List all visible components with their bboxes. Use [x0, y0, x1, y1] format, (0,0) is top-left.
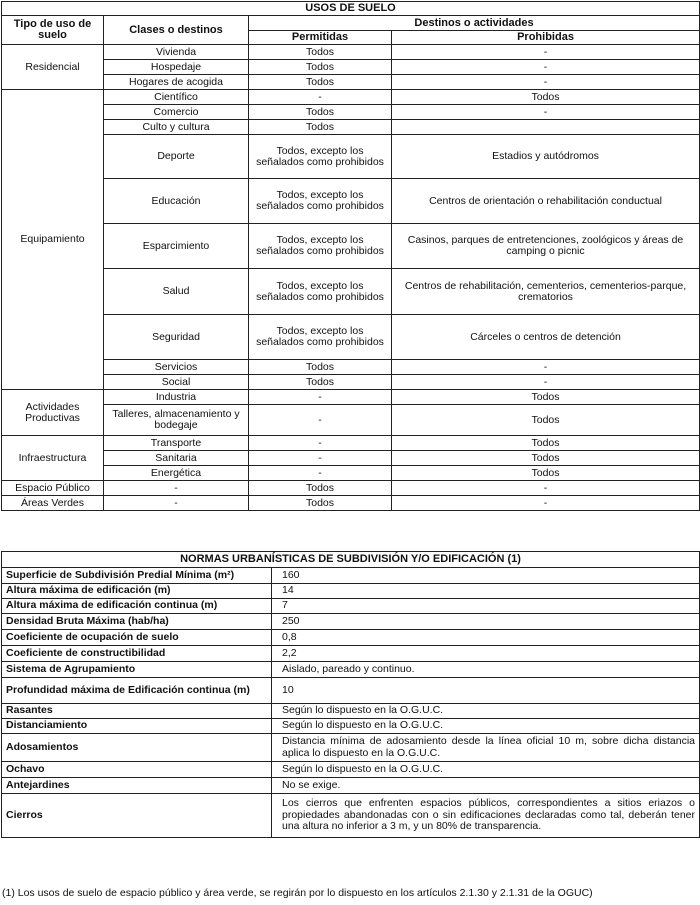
clase-cell: Talleres, almacenamiento y bodegaje: [104, 405, 249, 436]
norma-value: Distancia mínima de adosamiento desde la línea oficial 10 m, sobre dicha distancia aplica lo dispuesto en la O.G.U.C.: [272, 734, 700, 762]
clase-cell: Deporte: [104, 135, 249, 179]
prohibidas-cell: Estadios y autódromos: [392, 135, 700, 179]
permitidas-cell: Todos: [249, 60, 392, 75]
normas-row: [2, 704, 700, 719]
clase-cell: Energética: [104, 466, 249, 481]
norma-label: Antejardines: [2, 778, 272, 794]
tipo-cell: Áreas Verdes: [2, 496, 104, 511]
prohibidas-cell: Cárceles o centros de detención: [392, 315, 700, 360]
normas-row: [2, 719, 700, 734]
norma-label: Rasantes: [2, 704, 272, 719]
prohibidas-cell: -: [392, 60, 700, 75]
prohibidas-cell: [392, 120, 700, 135]
normas-row: [2, 614, 700, 630]
usos-table-title: USOS DE SUELO: [2, 2, 700, 16]
tipo-cell: Espacio Público: [2, 481, 104, 496]
clase-cell: Científico: [104, 90, 249, 105]
norma-value: 14: [272, 584, 700, 599]
permitidas-cell: Todos: [249, 105, 392, 120]
normas-row: [2, 599, 700, 614]
normas-row: [2, 762, 700, 778]
tipo-cell: Actividades Productivas: [2, 390, 104, 436]
norma-label: Profundidad máxima de Edificación continua (m): [2, 678, 272, 704]
prohibidas-cell: Todos: [392, 390, 700, 405]
usos-row: [2, 436, 700, 451]
norma-label: Superficie de Subdivisión Predial Mínima (m²): [2, 568, 272, 584]
usos-row: [2, 360, 700, 375]
norma-label: Densidad Bruta Máxima (hab/ha): [2, 614, 272, 630]
norma-label: Coeficiente de ocupación de suelo: [2, 630, 272, 646]
clase-cell: Educación: [104, 179, 249, 224]
usos-row: [2, 405, 700, 436]
header-destinos: Destinos o actividades: [249, 16, 700, 31]
header-permitidas: Permitidas: [249, 31, 392, 45]
norma-value: 0,8: [272, 630, 700, 646]
norma-label: Coeficiente de constructibilidad: [2, 646, 272, 662]
header-tipo: Tipo de uso de suelo: [2, 16, 104, 45]
normas-row: [2, 646, 700, 662]
prohibidas-cell: Centros de orientación o rehabilitación conductual: [392, 179, 700, 224]
usos-row: [2, 451, 700, 466]
usos-row: [2, 90, 700, 105]
header-prohibidas: Prohibidas: [392, 31, 700, 45]
permitidas-cell: -: [249, 451, 392, 466]
normas-row: [2, 662, 700, 678]
normas-row: [2, 630, 700, 646]
usos-table-body: [2, 45, 700, 511]
permitidas-cell: Todos, excepto los señalados como prohibidos: [249, 315, 392, 360]
clase-cell: -: [104, 496, 249, 511]
header-clases: Clases o destinos: [104, 16, 249, 45]
normas-row: [2, 778, 700, 794]
usos-row: [2, 481, 700, 496]
tipo-cell: Infraestructura: [2, 436, 104, 481]
usos-row: [2, 45, 700, 60]
prohibidas-cell: Todos: [392, 90, 700, 105]
usos-row: [2, 179, 700, 224]
permitidas-cell: Todos: [249, 375, 392, 390]
permitidas-cell: -: [249, 405, 392, 436]
usos-row: [2, 224, 700, 269]
norma-label: Cierros: [2, 794, 272, 838]
normas-table-title: NORMAS URBANÍSTICAS DE SUBDIVISIÓN Y/O EDIFICACIÓN (1): [2, 552, 700, 568]
prohibidas-cell: -: [392, 360, 700, 375]
normas-row: [2, 794, 700, 838]
norma-value: Según lo dispuesto en la O.G.U.C.: [272, 762, 700, 778]
norma-label: Ochavo: [2, 762, 272, 778]
clase-cell: Servicios: [104, 360, 249, 375]
permitidas-cell: Todos, excepto los señalados como prohibidos: [249, 179, 392, 224]
usos-row: [2, 269, 700, 315]
permitidas-cell: Todos: [249, 360, 392, 375]
usos-row: [2, 390, 700, 405]
permitidas-cell: Todos, excepto los señalados como prohibidos: [249, 224, 392, 269]
permitidas-cell: -: [249, 390, 392, 405]
prohibidas-cell: -: [392, 45, 700, 60]
usos-row: [2, 315, 700, 360]
norma-value: 10: [272, 678, 700, 704]
clase-cell: Industria: [104, 390, 249, 405]
permitidas-cell: Todos: [249, 120, 392, 135]
norma-label: Altura máxima de edificación continua (m): [2, 599, 272, 614]
clase-cell: Comercio: [104, 105, 249, 120]
clase-cell: Sanitaria: [104, 451, 249, 466]
normas-row: [2, 734, 700, 762]
norma-value: 250: [272, 614, 700, 630]
prohibidas-cell: Casinos, parques de entretenciones, zoológicos y áreas de camping o picnic: [392, 224, 700, 269]
normas-table: [1, 551, 700, 838]
norma-label: Adosamientos: [2, 734, 272, 762]
norma-value: Aislado, pareado y continuo.: [272, 662, 700, 678]
norma-label: Distanciamiento: [2, 719, 272, 734]
clase-cell: Esparcimiento: [104, 224, 249, 269]
usos-row: [2, 135, 700, 179]
norma-label: Altura máxima de edificación (m): [2, 584, 272, 599]
norma-value: 2,2: [272, 646, 700, 662]
norma-value: Según lo dispuesto en la O.G.U.C.: [272, 719, 700, 734]
permitidas-cell: Todos, excepto los señalados como prohibidos: [249, 269, 392, 315]
usos-row: [2, 105, 700, 120]
prohibidas-cell: -: [392, 481, 700, 496]
normas-row: [2, 568, 700, 584]
clase-cell: Salud: [104, 269, 249, 315]
prohibidas-cell: Todos: [392, 436, 700, 451]
usos-de-suelo-table: [1, 1, 700, 511]
permitidas-cell: -: [249, 466, 392, 481]
prohibidas-cell: Todos: [392, 405, 700, 436]
prohibidas-cell: -: [392, 375, 700, 390]
norma-value: Los cierros que enfrenten espacios públicos, correspondientes a sitios eriazos o propiedades abandonadas con o sin edificaciones declaradas como tal, deberán tener una altura no inferior a 3 m, y un 80% de transparencia.: [272, 794, 700, 838]
permitidas-cell: -: [249, 90, 392, 105]
usos-row: [2, 60, 700, 75]
usos-row: [2, 75, 700, 90]
usos-row: [2, 120, 700, 135]
permitidas-cell: Todos: [249, 75, 392, 90]
permitidas-cell: Todos: [249, 45, 392, 60]
norma-value: 7: [272, 599, 700, 614]
usos-row: [2, 375, 700, 390]
clase-cell: Transporte: [104, 436, 249, 451]
usos-row: [2, 496, 700, 511]
clase-cell: Vivienda: [104, 45, 249, 60]
normas-row: [2, 584, 700, 599]
clase-cell: -: [104, 481, 249, 496]
prohibidas-cell: Todos: [392, 451, 700, 466]
clase-cell: Hospedaje: [104, 60, 249, 75]
clase-cell: Seguridad: [104, 315, 249, 360]
permitidas-cell: Todos: [249, 496, 392, 511]
tipo-cell: Equipamiento: [2, 90, 104, 390]
prohibidas-cell: Centros de rehabilitación, cementerios, cementerios-parque, crematorios: [392, 269, 700, 315]
permitidas-cell: Todos: [249, 481, 392, 496]
permitidas-cell: Todos, excepto los señalados como prohibidos: [249, 135, 392, 179]
prohibidas-cell: -: [392, 75, 700, 90]
usos-row: [2, 466, 700, 481]
normas-row: [2, 678, 700, 704]
norma-value: No se exige.: [272, 778, 700, 794]
clase-cell: Hogares de acogida: [104, 75, 249, 90]
prohibidas-cell: -: [392, 105, 700, 120]
prohibidas-cell: -: [392, 496, 700, 511]
normas-table-body: [2, 568, 700, 838]
footnote: (1) Los usos de suelo de espacio público y área verde, se regirán por lo dispuesto en los artículos 2.1.30 y 2.1.31 de la OGUC): [2, 887, 593, 899]
norma-value: Según lo dispuesto en la O.G.U.C.: [272, 704, 700, 719]
permitidas-cell: -: [249, 436, 392, 451]
prohibidas-cell: Todos: [392, 466, 700, 481]
norma-label: Sistema de Agrupamiento: [2, 662, 272, 678]
clase-cell: Culto y cultura: [104, 120, 249, 135]
tipo-cell: Residencial: [2, 45, 104, 90]
clase-cell: Social: [104, 375, 249, 390]
norma-value: 160: [272, 568, 700, 584]
